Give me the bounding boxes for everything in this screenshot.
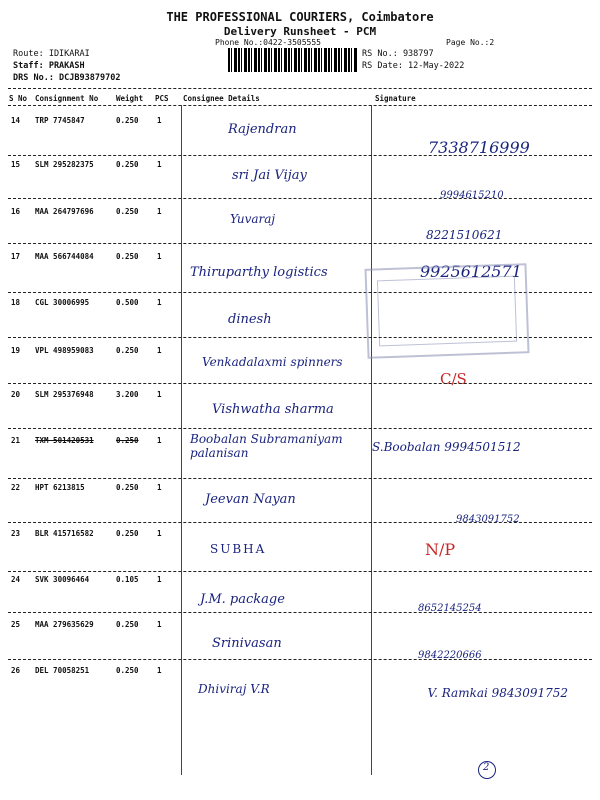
row-signature: 8221510621 xyxy=(426,228,503,242)
details-divider xyxy=(181,105,182,775)
page-mark-circle xyxy=(478,761,496,779)
header-bottom-rule xyxy=(8,105,592,106)
rs-number: RS No.: 938797 xyxy=(362,49,434,59)
row-pcs: 1 xyxy=(157,529,162,538)
row-consignee: Thiruparthy logistics xyxy=(190,265,328,280)
row-weight: 0.250 xyxy=(116,620,139,629)
row-consignment: TRP 7745847 xyxy=(35,116,85,125)
row-weight: 0.250 xyxy=(116,436,139,445)
document-subtitle: Delivery Runsheet - PCM xyxy=(223,25,377,38)
row-consignee: dinesh xyxy=(228,312,272,327)
row-sno: 15 xyxy=(11,160,21,169)
row-consignee: Jeevan Nayan xyxy=(205,492,296,507)
row-weight: 0.250 xyxy=(116,116,139,125)
col-pcs: PCS xyxy=(155,94,169,103)
row-sno: 14 xyxy=(11,116,21,125)
row-signature: 7338716999 xyxy=(428,138,530,157)
row-pcs: 1 xyxy=(157,298,162,307)
document-title: THE PROFESSIONAL COURIERS, Coimbatore xyxy=(166,10,434,24)
row-consignee: J.M. package xyxy=(200,592,285,607)
row-consignment: SLM 295376948 xyxy=(35,390,94,399)
row-consignment: BLR 415716582 xyxy=(35,529,94,538)
col-weight: Weight xyxy=(116,94,144,103)
row-pcs: 1 xyxy=(157,207,162,216)
header-top-rule xyxy=(8,88,592,89)
row-pcs: 1 xyxy=(157,160,162,169)
page-number: Page No.:2 xyxy=(446,38,495,47)
row-signature: 9842220666 xyxy=(418,650,482,661)
row-sno: 22 xyxy=(11,483,21,492)
row-pcs: 1 xyxy=(157,116,162,125)
row-signature: 8652145254 xyxy=(418,603,482,614)
row-consignee: SUBHA xyxy=(210,542,267,556)
page-mark: 2 xyxy=(483,762,490,773)
row-rule xyxy=(8,243,592,244)
row-sno: 21 xyxy=(11,436,21,445)
row-signature: 9843091752 xyxy=(456,514,520,525)
barcode xyxy=(228,48,358,72)
row-pcs: 1 xyxy=(157,252,162,261)
row-consignee: Boobalan Subramaniyam palanisan xyxy=(190,432,343,460)
row-consignee: Venkadalaxmi spinners xyxy=(202,355,343,369)
route-label: Route: IDIKARAI xyxy=(13,49,90,59)
col-consignment: Consignment No xyxy=(35,94,99,103)
row-consignment: VPL 498959083 xyxy=(35,346,94,355)
row-rule xyxy=(8,155,592,156)
row-sno: 18 xyxy=(11,298,21,307)
row-consignment: HPT 6213815 xyxy=(35,483,85,492)
row-sno: 26 xyxy=(11,666,21,675)
row-consignee: Vishwatha sharma xyxy=(212,402,334,417)
row-consignee: Rajendran xyxy=(228,122,297,137)
row-rule xyxy=(8,612,592,613)
row-consignee: Yuvaraj xyxy=(230,212,276,226)
row-consignee: Srinivasan xyxy=(212,636,282,651)
row-sno: 24 xyxy=(11,575,21,584)
row-signature: S.Boobalan 9994501512 xyxy=(372,440,521,454)
row-sno: 19 xyxy=(11,346,21,355)
row-signature: N/P xyxy=(425,540,456,559)
row-pcs: 1 xyxy=(157,390,162,399)
row-weight: 0.250 xyxy=(116,666,139,675)
row-pcs: 1 xyxy=(157,620,162,629)
row-weight: 0.250 xyxy=(116,346,139,355)
rs-date: RS Date: 12-May-2022 xyxy=(362,61,465,71)
row-rule xyxy=(8,522,592,523)
row-rule xyxy=(8,337,592,338)
row-sno: 23 xyxy=(11,529,21,538)
row-rule xyxy=(8,428,592,429)
row-rule xyxy=(8,383,592,384)
phone-number: Phone No.:0422-3505555 xyxy=(215,38,321,47)
row-signature: 9994615210 xyxy=(440,190,504,201)
row-consignment: SVK 30096464 xyxy=(35,575,90,584)
row-sno: 16 xyxy=(11,207,21,216)
row-pcs: 1 xyxy=(157,575,162,584)
col-sno: S No xyxy=(9,94,28,103)
drs-number: DRS No.: DCJB93879702 xyxy=(13,73,121,83)
row-rule xyxy=(8,478,592,479)
row-signature: 9925612571 xyxy=(420,262,522,281)
row-weight: 0.250 xyxy=(116,252,139,261)
row-consignment: MAA 279635629 xyxy=(35,620,94,629)
row-pcs: 1 xyxy=(157,666,162,675)
row-pcs: 1 xyxy=(157,346,162,355)
row-consignment: SLM 295282375 xyxy=(35,160,94,169)
row-pcs: 1 xyxy=(157,436,162,445)
row-consignee: sri Jai Vijay xyxy=(232,168,307,183)
row-weight: 3.200 xyxy=(116,390,139,399)
row-sno: 25 xyxy=(11,620,21,629)
row-rule xyxy=(8,571,592,572)
row-consignment: MAA 566744084 xyxy=(35,252,94,261)
row-weight: 0.250 xyxy=(116,160,139,169)
row-signature: C/S xyxy=(440,370,467,388)
row-consignment: DEL 70058251 xyxy=(35,666,90,675)
row-consignee: Dhiviraj V.R xyxy=(198,682,270,696)
row-rule xyxy=(8,659,592,660)
row-consignment: CGL 30006995 xyxy=(35,298,90,307)
row-weight: 0.250 xyxy=(116,483,139,492)
row-weight: 0.500 xyxy=(116,298,139,307)
row-weight: 0.250 xyxy=(116,529,139,538)
col-details: Consignee Details xyxy=(183,94,260,103)
col-signature: Signature xyxy=(375,94,416,103)
row-weight: 0.250 xyxy=(116,207,139,216)
row-pcs: 1 xyxy=(157,483,162,492)
company-stamp xyxy=(364,263,529,359)
row-rule xyxy=(8,198,592,199)
row-weight: 0.105 xyxy=(116,575,139,584)
row-sno: 17 xyxy=(11,252,21,261)
row-consignment: MAA 264797696 xyxy=(35,207,94,216)
staff-label: Staff: PRAKASH xyxy=(13,61,85,71)
row-sno: 20 xyxy=(11,390,21,399)
row-signature: V. Ramkai 9843091752 xyxy=(427,686,568,700)
row-consignment: TXM 501420531 xyxy=(35,436,94,445)
